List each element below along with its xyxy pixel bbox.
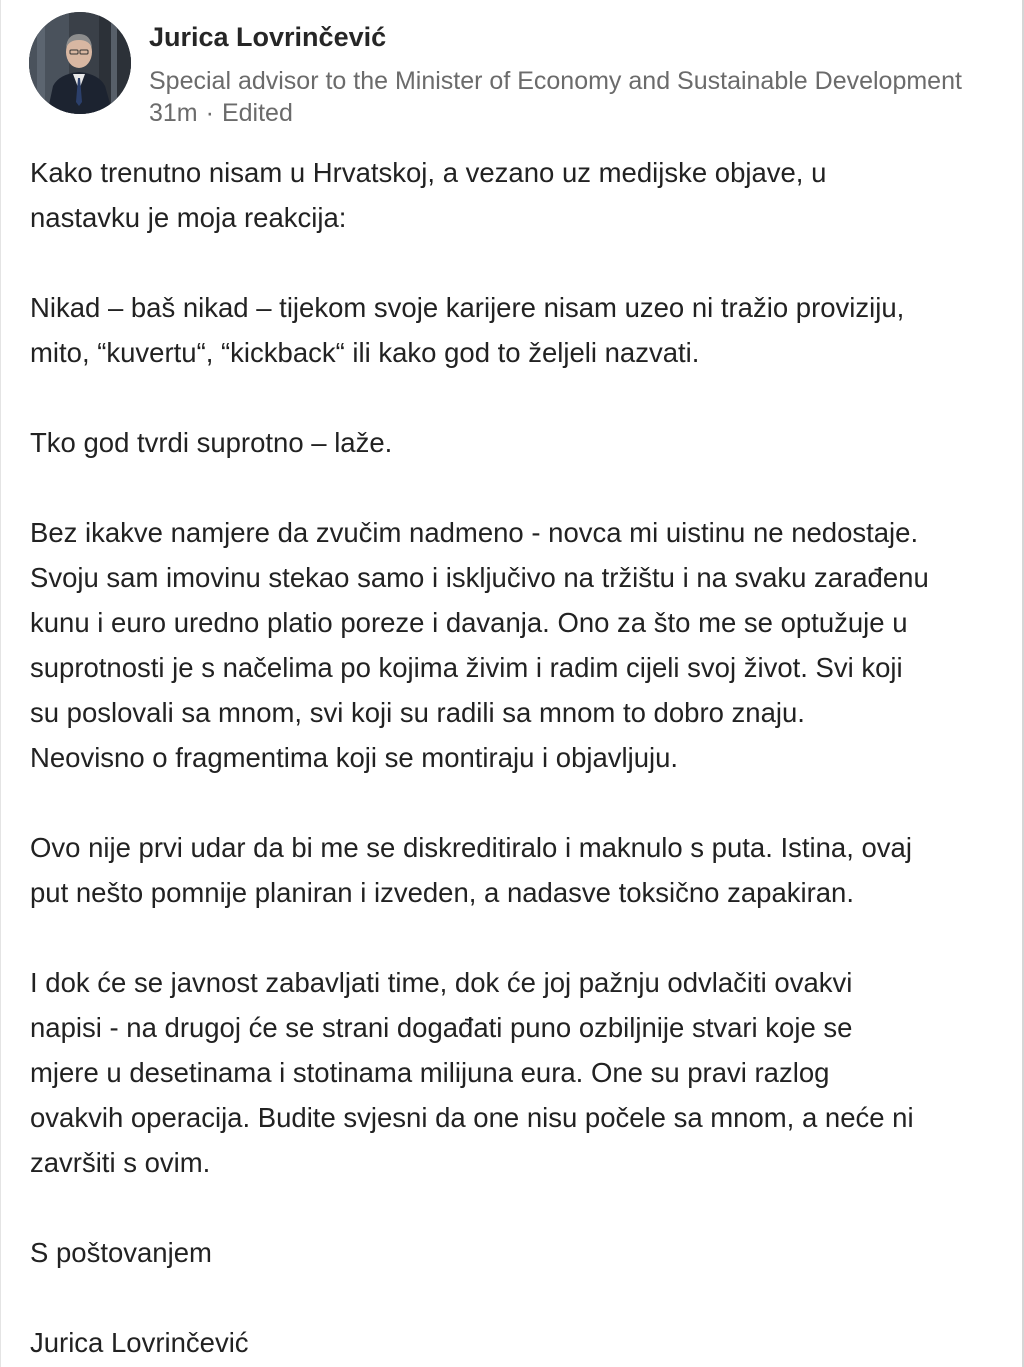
post-paragraph: Bez ikakve namjere da zvučim nadmeno - novca mi uistinu ne nedostaje. Svoju sam imovinu stekao samo i isključivo na tržištu i na svaku zarađenu kunu i euro uredno platio poreze i davanja. Ono za što me se optužuje u suprotnosti je s načelima po kojima živim i radim cijeli svoj život. Svi koji su poslovali sa mnom, svi koji su radili sa mnom to dobro znaju. Neovisno o fragmentima koji se montiraju i objavljuju.: [30, 517, 929, 773]
post-paragraph: Kako trenutno nisam u Hrvatskoj, a vezano uz medijske objave, u nastavku je moja reakcija:: [30, 157, 827, 233]
author-headline: Special advisor to the Minister of Economy and Sustainable Development: [149, 67, 962, 95]
meta-separator: ·: [205, 99, 214, 127]
post-signature: Jurica Lovrinčević: [30, 1327, 249, 1358]
avatar-photo: [29, 12, 131, 114]
post-paragraph: Tko god tvrdi suprotno – laže.: [30, 427, 393, 458]
post-meta: [149, 99, 293, 128]
post-body: [30, 150, 995, 1365]
post-paragraph: Ovo nije prvi udar da bi me se diskreditiralo i maknulo s puta. Istina, ovaj put nešto pomnije planiran i izveden, a nadasve toksično zapakiran.: [30, 832, 912, 908]
post-timestamp: 31m: [149, 99, 198, 127]
post-paragraph: I dok će se javnost zabavljati time, dok će joj pažnju odvlačiti ovakvi napisi - na drugoj će se strani događati puno ozbiljnije stvari koje se mjere u desetinama i stotinama milijuna eura. One su pravi razlog ovakvih operacija. Budite svjesni da one nisu počele sa mnom, a neće ni završiti s ovim.: [30, 967, 914, 1178]
post-paragraph: Nikad – baš nikad – tijekom svoje karijere nisam uzeo ni tražio proviziju, mito, “kuvertu“, “kickback“ ili kako god to željeli nazvati.: [30, 292, 905, 368]
post-header: [29, 10, 1009, 130]
author-name[interactable]: Jurica Lovrinčević: [149, 22, 387, 52]
author-avatar[interactable]: [29, 12, 131, 114]
edited-label: Edited: [221, 99, 293, 127]
post-closing: S poštovanjem: [30, 1237, 212, 1268]
